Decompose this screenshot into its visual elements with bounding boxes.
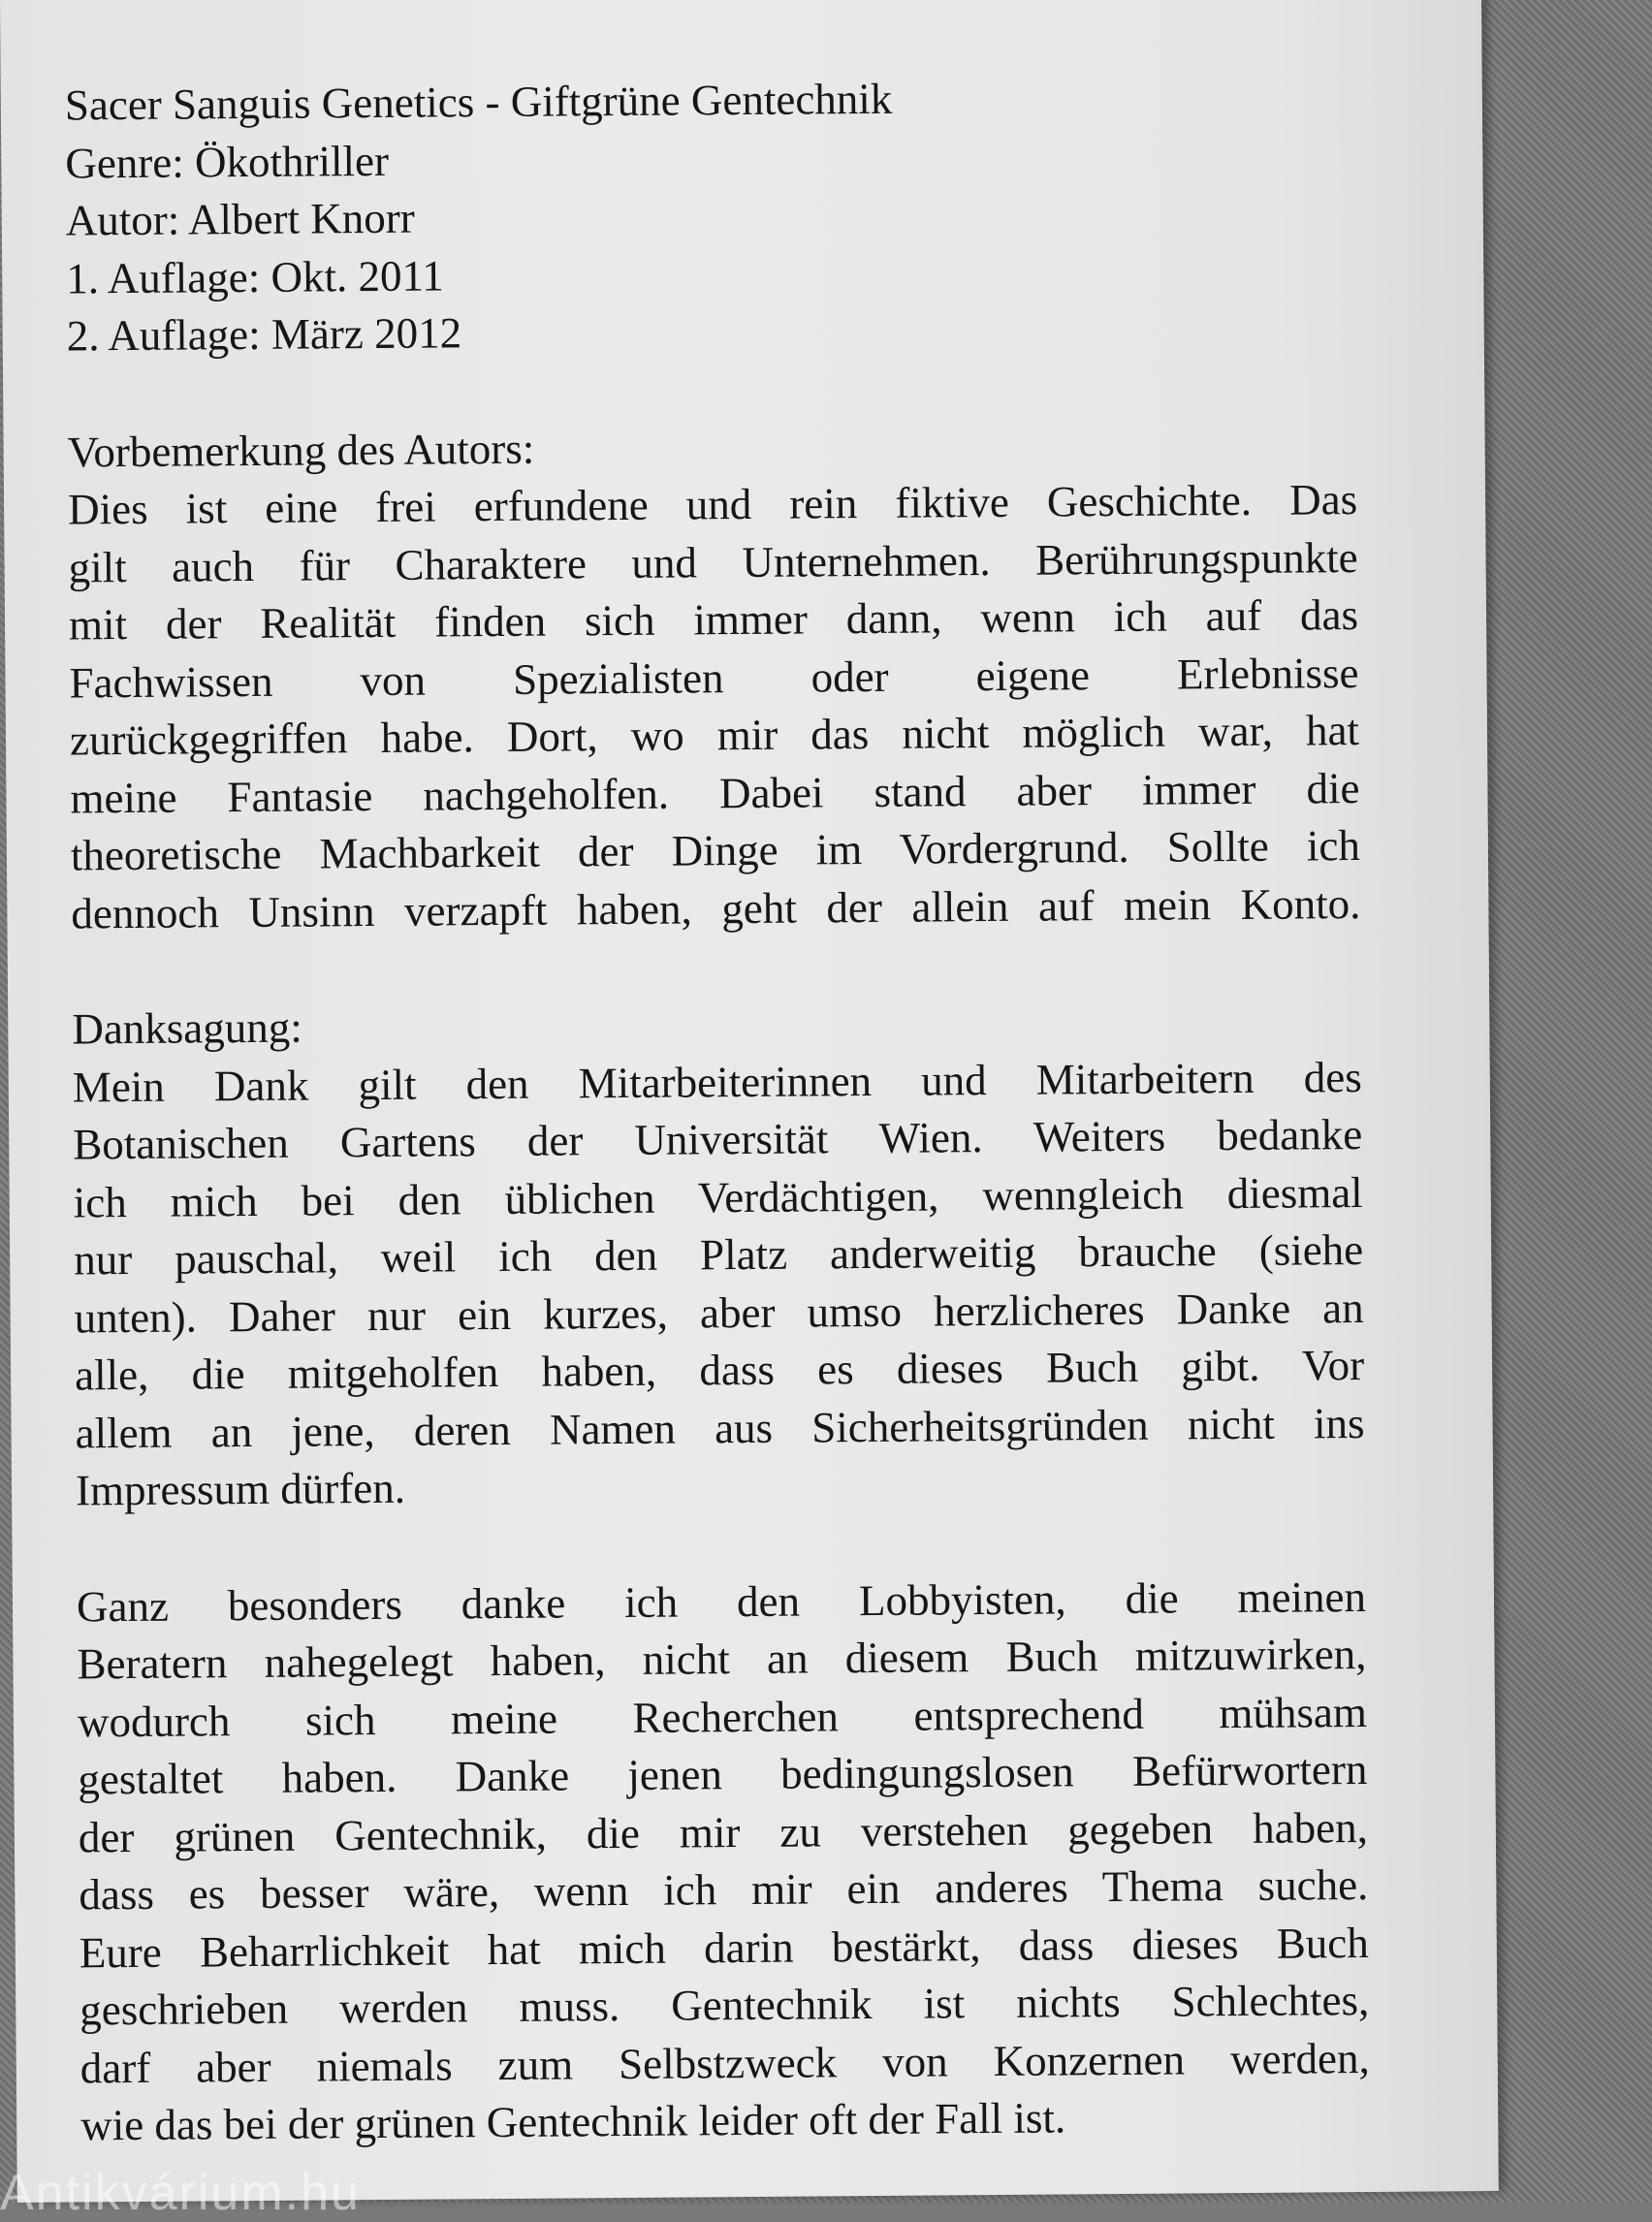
section-gap xyxy=(76,1509,1365,1577)
paragraph-line: alle, die mitgeholfen haben, dass es dieses Buch gibt. Vor xyxy=(74,1340,1365,1400)
paragraph-line: meine Fantasie nachgeholfen. Dabei stand aber immer die xyxy=(70,763,1360,822)
paragraph-line: wodurch sich meine Recherchen entsprechend mühsam xyxy=(77,1687,1368,1746)
paragraph-line: Botanischen Gartens der Universität Wien. Weiters bedanke xyxy=(73,1110,1363,1169)
edition-line: 1. Auflage: Okt. 2011 xyxy=(66,250,444,302)
genre-line: Genre: Ökothriller xyxy=(65,136,390,187)
paragraph-line: der grünen Gentechnik, die mir zu verstehen gegeben haben, xyxy=(78,1802,1369,1861)
paragraph-line: unten). Daher nur ein kurzes, aber umso herzlicheres Danke an xyxy=(74,1283,1364,1342)
paragraph-line: theoretische Machbarkeit der Dinge im Vordergrund. Sollte ich xyxy=(70,821,1361,880)
acknowledgements-section xyxy=(72,991,1365,1520)
paragraph-line: Mein Dank gilt den Mitarbeiterinnen und Mitarbeitern des xyxy=(72,1052,1362,1111)
paragraph-line: ich mich bei den üblichen Verdächtigen, wenngleich diesmal xyxy=(73,1167,1363,1226)
paragraph-line: gilt auch für Charaktere und Unternehmen. Berührungspunkte xyxy=(68,532,1358,591)
paragraph-line: zurückgegriffen habe. Dort, wo mir das nicht möglich war, hat xyxy=(69,706,1360,765)
preface-section xyxy=(67,414,1360,943)
paragraph-line: dass es besser wäre, wenn ich mir ein anderes Thema suche. xyxy=(79,1859,1369,1920)
paragraph-line: allem an jene, deren Namen aus Sicherheitsgründen nicht ins xyxy=(75,1398,1365,1457)
paragraph-line: darf aber niemals zum Selbstzweck von Konzernen werden, xyxy=(79,2033,1370,2092)
paragraph-line: Ganz besonders danke ich den Lobbyisten, die meinen xyxy=(76,1571,1367,1631)
edition-line: 2. Auflage: März 2012 xyxy=(66,308,462,361)
book-title-line: Sacer Sanguis Genetics - Giftgrüne Gentechnik xyxy=(64,74,893,130)
section-gap xyxy=(67,356,1356,424)
paragraph-line: dennoch Unsinn verzapft haben, geht der allein auf mein Konto. xyxy=(71,878,1361,937)
paragraph-line: geschrieben werden muss. Gentechnik ist nichts Schlechtes, xyxy=(79,1975,1370,2035)
paragraph-line: nur pauschal, weil ich den Platz anderweitig brauche (siehe xyxy=(74,1224,1364,1285)
paragraph-line: Fachwissen von Spezialisten oder eigene Erlebnisse xyxy=(69,648,1359,707)
page-text xyxy=(65,67,1371,2155)
book-info xyxy=(65,67,1356,365)
paragraph-line: Dies ist eine frei erfundene und rein fiktive Geschichte. Das xyxy=(67,475,1358,534)
paragraph-line: Eure Beharrlichkeit hat mich darin bestärkt, dass dieses Buch xyxy=(79,1918,1369,1977)
section-heading: Vorbemerkung des Autors: xyxy=(67,424,535,476)
author-line: Autor: Albert Knorr xyxy=(65,193,415,245)
special-thanks-section xyxy=(77,1568,1371,2154)
paragraph-line: wie das bei der grünen Gentechnik leider oft der Fall ist. xyxy=(80,2093,1066,2150)
paragraph-line: Impressum dürfen. xyxy=(75,1463,406,1515)
paragraph-line: Beratern nahegelegt haben, nicht an diesem Buch mitzuwirken, xyxy=(77,1629,1367,1689)
paragraph-line: mit der Realität finden sich immer dann, wenn ich auf das xyxy=(68,590,1359,650)
section-heading: Danksagung: xyxy=(72,1002,302,1054)
watermark: Antikvárium.hu xyxy=(0,2165,361,2221)
paragraph-line: gestaltet haben. Danke jenen bedingungslosen Befürwortern xyxy=(78,1744,1368,1804)
section-gap xyxy=(72,933,1361,1000)
